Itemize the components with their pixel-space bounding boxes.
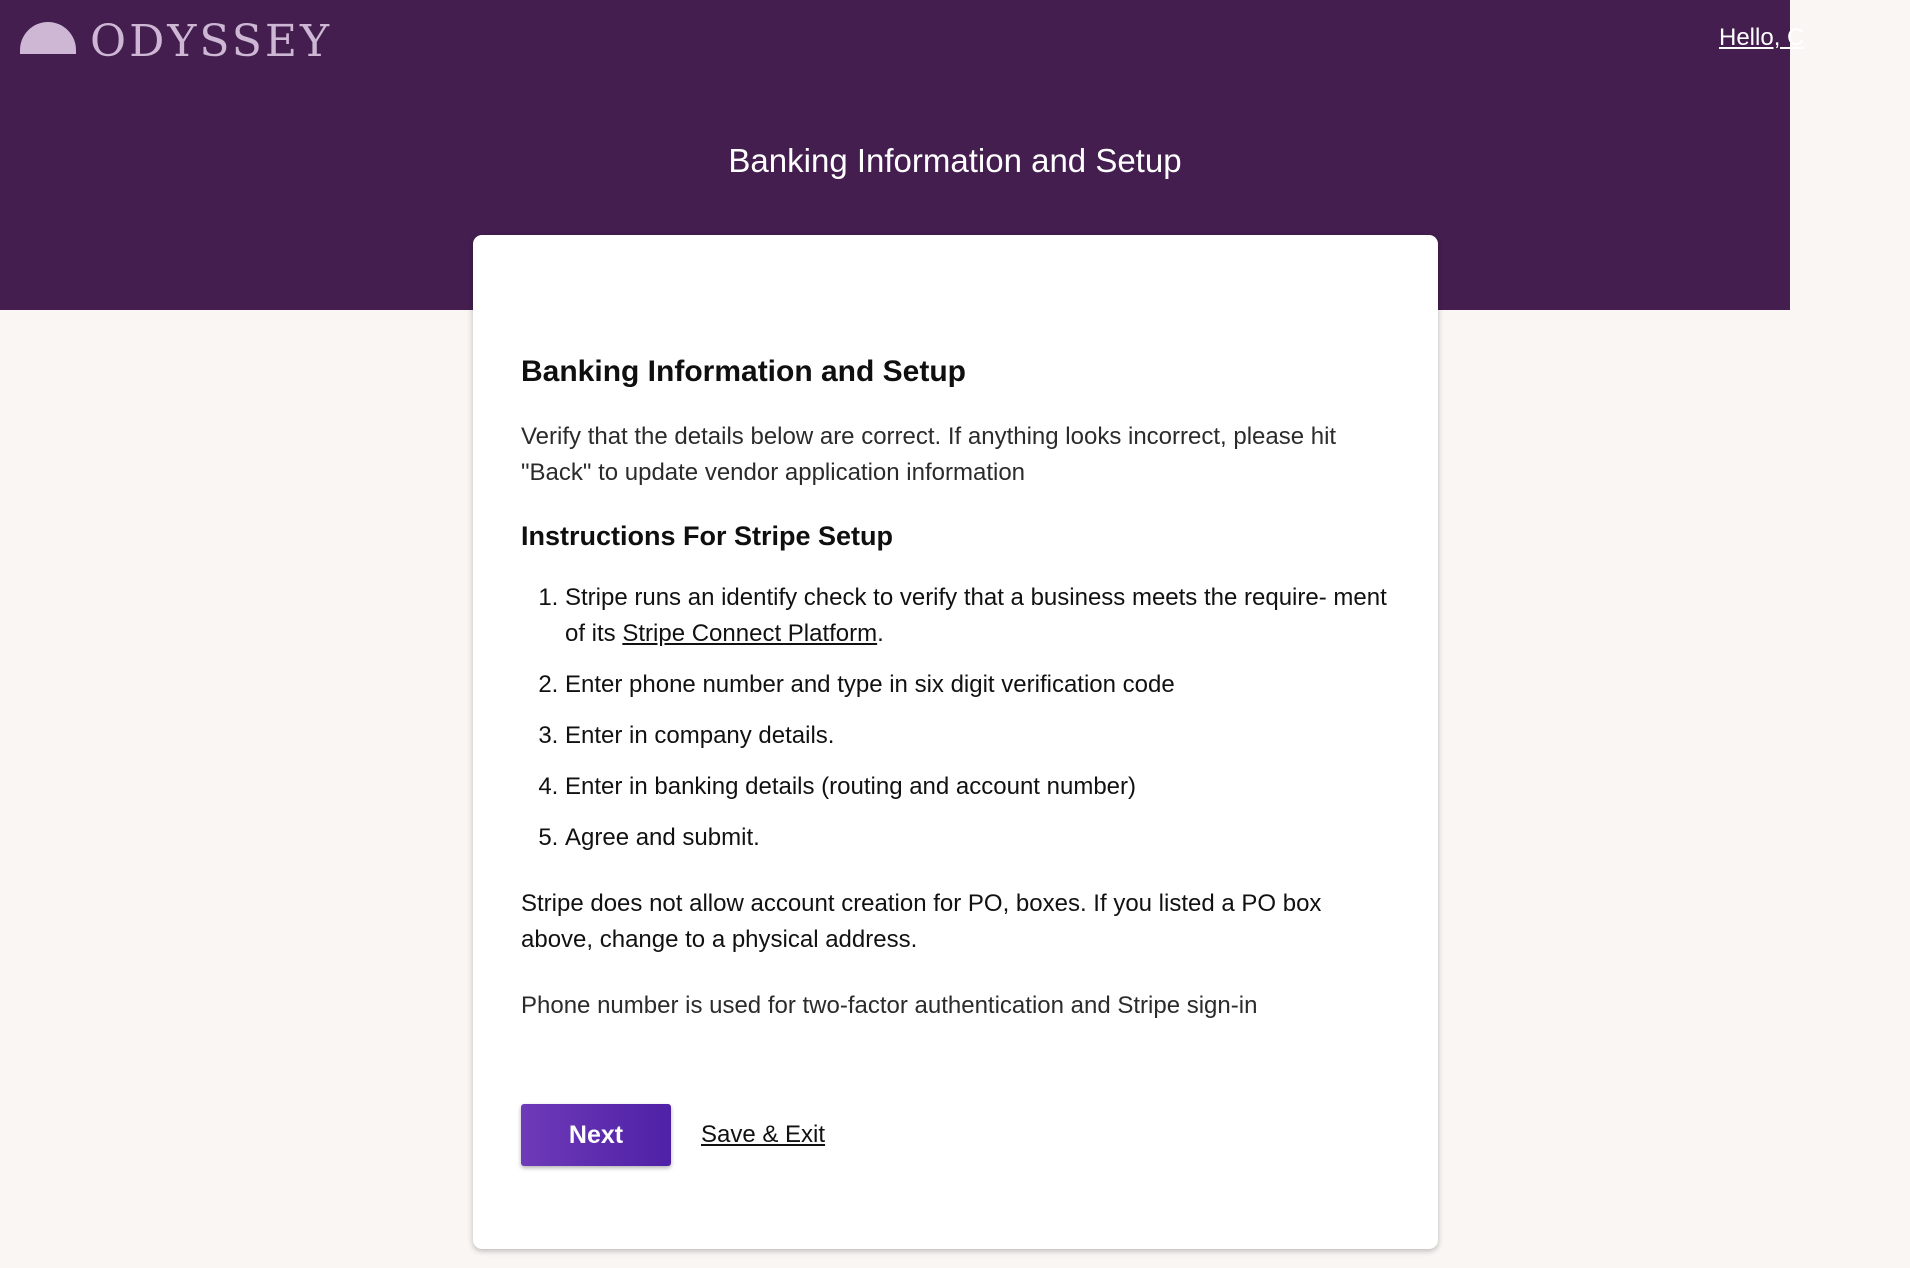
stripe-connect-platform-link[interactable]: Stripe Connect Platform (622, 620, 878, 647)
next-button[interactable]: Next (521, 1104, 671, 1166)
instruction-step: 4. Enter in banking details (routing and account number) (565, 769, 1390, 805)
form-actions (521, 1104, 825, 1166)
instructions-list (521, 580, 1390, 856)
instruction-step: 5. Agree and submit. (565, 820, 1390, 856)
instruction-step: 3. Enter in company details. (565, 718, 1390, 754)
verify-intro-text: Verify that the details below are correct. If anything looks incorrect, please hit "Back" to update vendor application information (521, 423, 1337, 486)
brand-logo[interactable] (20, 14, 332, 70)
po-box-note: Stripe does not allow account creation for PO, boxes. If you listed a PO box above, change to a physical address. (521, 890, 1322, 953)
account-greeting-link[interactable]: Hello, C (1719, 24, 1805, 51)
page-title: Banking Information and Setup (728, 142, 1182, 179)
instruction-step: 2. Enter phone number and type in six digit verification code (565, 667, 1390, 703)
phone-usage-note: Phone number is used for two-factor authentication and Stripe sign-in (521, 992, 1258, 1019)
instruction-step: 1. Stripe runs an identify check to verify that a business meets the require- ment of its Stripe Connect Platform. (565, 580, 1390, 652)
card-heading: Banking Information and Setup (521, 355, 967, 388)
brand-name: ODYSSEY (90, 16, 333, 67)
instructions-heading: Instructions For Stripe Setup (521, 521, 894, 551)
setup-card (473, 235, 1438, 1249)
half-sun-logo-icon (20, 14, 76, 70)
save-and-exit-link[interactable]: Save & Exit (701, 1121, 826, 1148)
